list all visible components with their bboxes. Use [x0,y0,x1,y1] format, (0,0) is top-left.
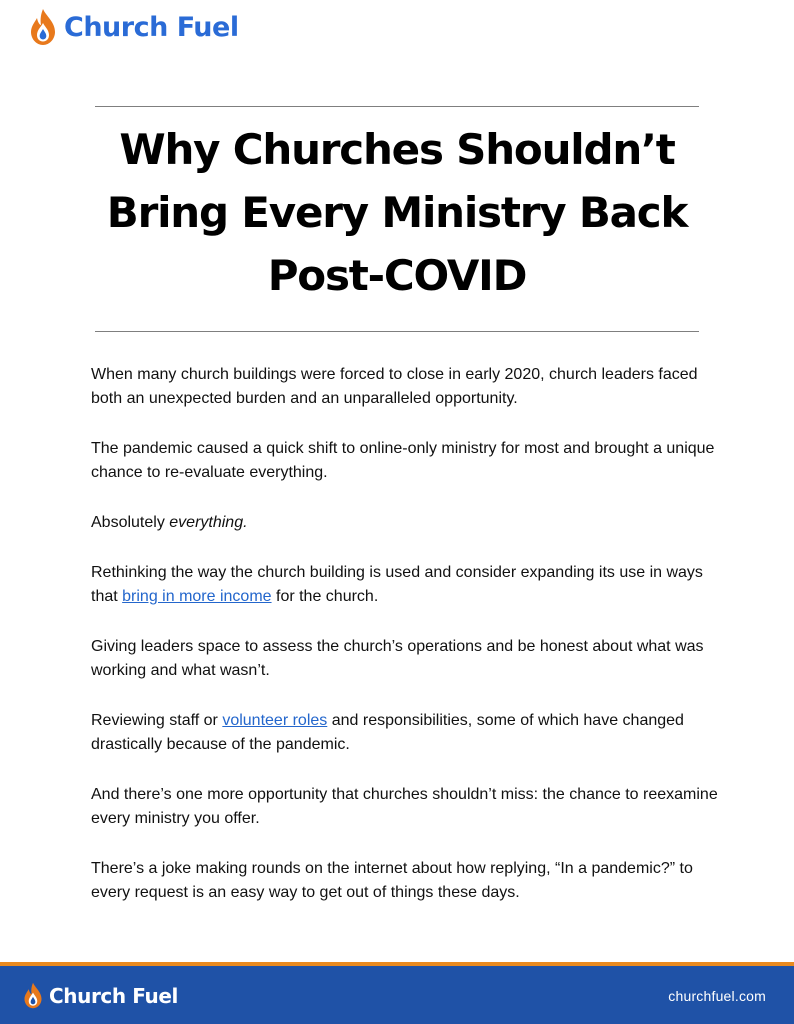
paragraph [91,709,721,757]
paragraph-text: Rethinking the way the church building is used and consider expanding its use in ways that [91,564,703,605]
flame-icon [22,982,44,1009]
brand-name: Church Fuel [64,11,239,43]
header-logo[interactable] [28,8,239,46]
paragraph: The pandemic caused a quick shift to online-only ministry for most and brought a unique chance to re-evaluate everything. [91,440,715,481]
paragraph-lead: Absolutely [91,514,170,531]
paragraph-text: and responsibilities, some of which have changed drastically because of the pandemic. [91,712,684,753]
paragraph: Giving leaders space to assess the church’s operations and be honest about what was working and what wasn’t. [91,638,704,679]
flame-icon [28,8,58,46]
paragraph-text: for the church. [271,588,379,605]
volunteer-roles-link[interactable]: volunteer roles [222,712,328,729]
paragraph-text: Reviewing staff or [91,712,223,729]
article-body [91,363,721,931]
footer-bar [0,962,794,1024]
income-link[interactable]: bring in more income [122,588,272,605]
title-divider-bottom [95,331,699,332]
footer-brand-name: Church Fuel [49,983,178,1008]
paragraph [91,511,721,535]
footer-logo[interactable] [22,982,178,1009]
paragraph [91,561,721,609]
title-divider-top [95,106,699,107]
emphasis-text: everything. [169,514,248,531]
paragraph: There’s a joke making rounds on the internet about how replying, “In a pandemic?” to every request is an easy way to get out of things these days. [91,860,693,901]
page-title: Why Churches Shouldn’t Bring Every Ministry Back Post-COVID [106,125,688,300]
paragraph: When many church buildings were forced to close in early 2020, church leaders faced both an unexpected burden and an unparalleled opportunity. [91,366,698,407]
footer-url-link[interactable]: churchfuel.com [668,988,766,1004]
paragraph: And there’s one more opportunity that churches shouldn’t miss: the chance to reexamine every ministry you offer. [91,786,718,827]
